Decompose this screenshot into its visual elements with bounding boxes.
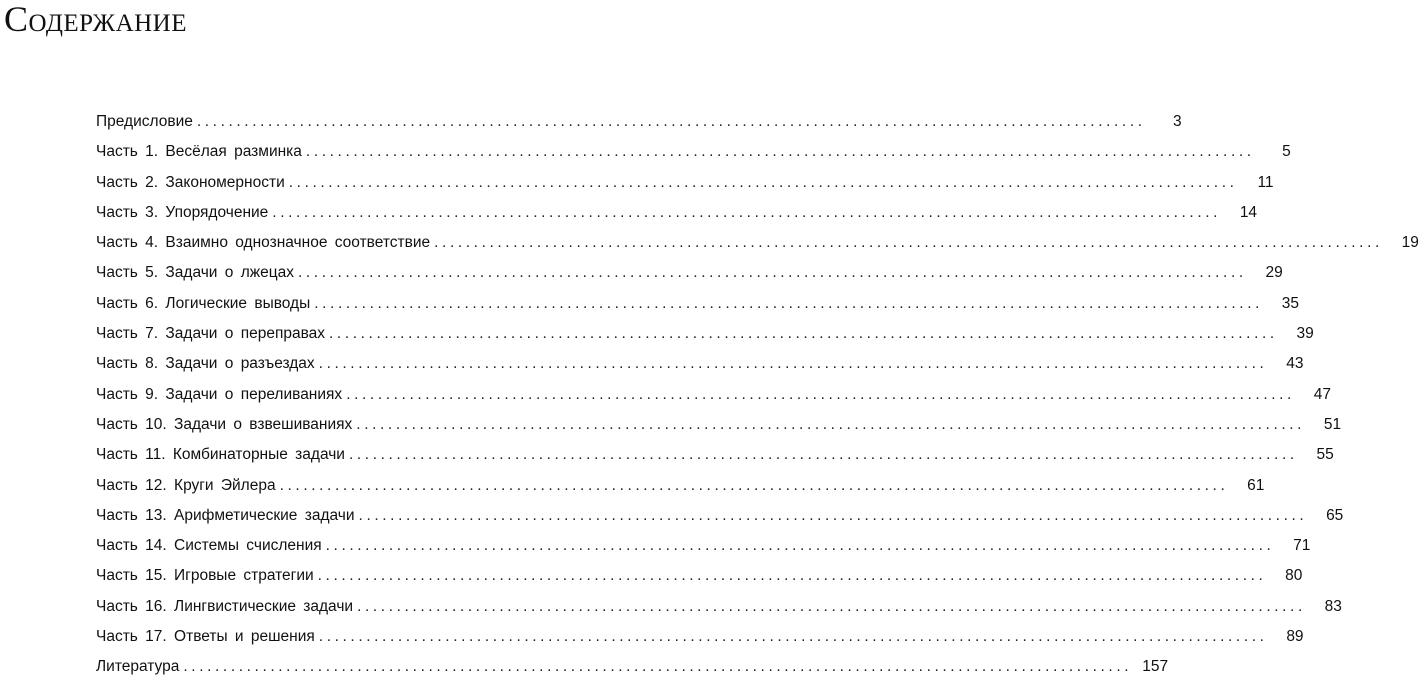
dot-leader: ........................................................................................................................ [288, 173, 1238, 191]
dot-leader: ........................................................................................................................ [314, 294, 1264, 312]
toc-entry-title: Часть 7. Задачи о переправах [96, 325, 326, 343]
dot-leader: ........................................................................................................................ [305, 143, 1255, 161]
toc-entry [96, 289, 1300, 319]
toc-entry [96, 107, 1182, 137]
toc-entry-page-number: 157 [1142, 658, 1169, 676]
dot-leader: ........................................................................................................................ [348, 446, 1298, 464]
toc-entry-title: Часть 13. Арифметические задачи [96, 506, 355, 524]
table-of-contents [96, 107, 1419, 683]
toc-entry [96, 380, 1331, 410]
toc-entry-page-number: 11 [1257, 173, 1274, 191]
toc-entry-page-number: 47 [1313, 385, 1331, 403]
toc-entry [96, 622, 1304, 652]
toc-entry-page-number: 19 [1401, 234, 1419, 252]
toc-entry-page-number: 29 [1265, 264, 1283, 282]
toc-entry-title: Часть 12. Круги Эйлера [96, 476, 276, 494]
toc-entry-title: Часть 1. Весёлая разминка [96, 143, 302, 161]
dot-leader: ........................................................................................................................ [346, 385, 1295, 403]
dot-leader: ........................................................................................................................ [183, 658, 1133, 676]
toc-entry [96, 228, 1419, 258]
dot-leader: ........................................................................................................................ [357, 597, 1306, 615]
toc-entry [96, 410, 1342, 440]
toc-entry-page-number: 35 [1281, 294, 1300, 312]
dot-leader: ........................................................................................................................ [434, 234, 1383, 252]
toc-entry-page-number: 3 [1173, 113, 1182, 130]
toc-entry [96, 319, 1314, 349]
toc-entry [96, 471, 1265, 501]
dot-leader: ........................................................................................................................ [325, 537, 1275, 555]
toc-entry-page-number: 61 [1247, 476, 1265, 494]
toc-entry-title: Часть 2. Закономерности [96, 173, 285, 191]
toc-entry-title: Литература [96, 658, 180, 676]
toc-entry-page-number: 55 [1316, 446, 1334, 464]
toc-entry [96, 258, 1283, 288]
toc-entry-title: Часть 6. Логические выводы [96, 294, 311, 312]
toc-entry-page-number: 39 [1296, 325, 1314, 343]
toc-entry-page-number: 51 [1323, 415, 1342, 433]
toc-entry [96, 198, 1258, 228]
toc-entry-page-number: 80 [1285, 567, 1303, 585]
toc-entry-page-number: 71 [1293, 537, 1311, 555]
toc-entry [96, 349, 1304, 379]
toc-entry [96, 531, 1311, 561]
toc-entry-title: Часть 9. Задачи о переливаниях [96, 385, 343, 403]
dot-leader: ........................................................................................................................ [356, 415, 1306, 433]
toc-entry [96, 652, 1169, 682]
dot-leader: ........................................................................................................................ [318, 355, 1268, 373]
toc-entry-title: Часть 5. Задачи о лжецах [96, 264, 294, 282]
toc-entry-title: Предисловие [96, 113, 193, 130]
toc-entry-title: Часть 15. Игровые стратегии [96, 567, 314, 585]
dot-leader: ........................................................................................................................ [297, 264, 1247, 282]
toc-entry [96, 440, 1334, 470]
toc-entry [96, 168, 1274, 198]
toc-entry [96, 561, 1303, 591]
toc-entry-title: Часть 10. Задачи о взвешиваниях [96, 415, 353, 433]
dot-leader: ........................................................................................................................ [196, 113, 1146, 130]
toc-entry-page-number: 14 [1239, 203, 1258, 221]
dot-leader: ........................................................................................................................ [279, 476, 1229, 494]
toc-entry-page-number: 89 [1286, 628, 1304, 646]
toc-entry [96, 137, 1291, 167]
dot-leader: ........................................................................................................................ [358, 506, 1308, 524]
toc-entry-title: Часть 16. Лингвистические задачи [96, 597, 354, 615]
dot-leader: ........................................................................................................................ [329, 325, 1278, 343]
toc-entry-title: Часть 4. Взаимно однозначное соответствие [96, 234, 431, 252]
toc-entry-title: Часть 8. Задачи о разъездах [96, 355, 315, 373]
toc-entry [96, 592, 1342, 622]
toc-entry-title: Часть 14. Системы счисления [96, 537, 322, 555]
toc-entry-page-number: 5 [1282, 143, 1291, 161]
toc-entry-title: Часть 3. Упорядочение [96, 203, 269, 221]
toc-entry-page-number: 43 [1286, 355, 1304, 373]
dot-leader: ........................................................................................................................ [317, 567, 1267, 585]
toc-entry-title: Часть 17. Ответы и решения [96, 628, 315, 646]
toc-entry [96, 501, 1344, 531]
toc-entry-title: Часть 11. Комбинаторные задачи [96, 446, 345, 464]
page-title: Содержание [4, 0, 188, 39]
dot-leader: ........................................................................................................................ [318, 628, 1268, 646]
toc-entry-page-number: 65 [1326, 506, 1344, 524]
toc-entry-page-number: 83 [1324, 597, 1342, 615]
dot-leader: ........................................................................................................................ [272, 203, 1222, 221]
